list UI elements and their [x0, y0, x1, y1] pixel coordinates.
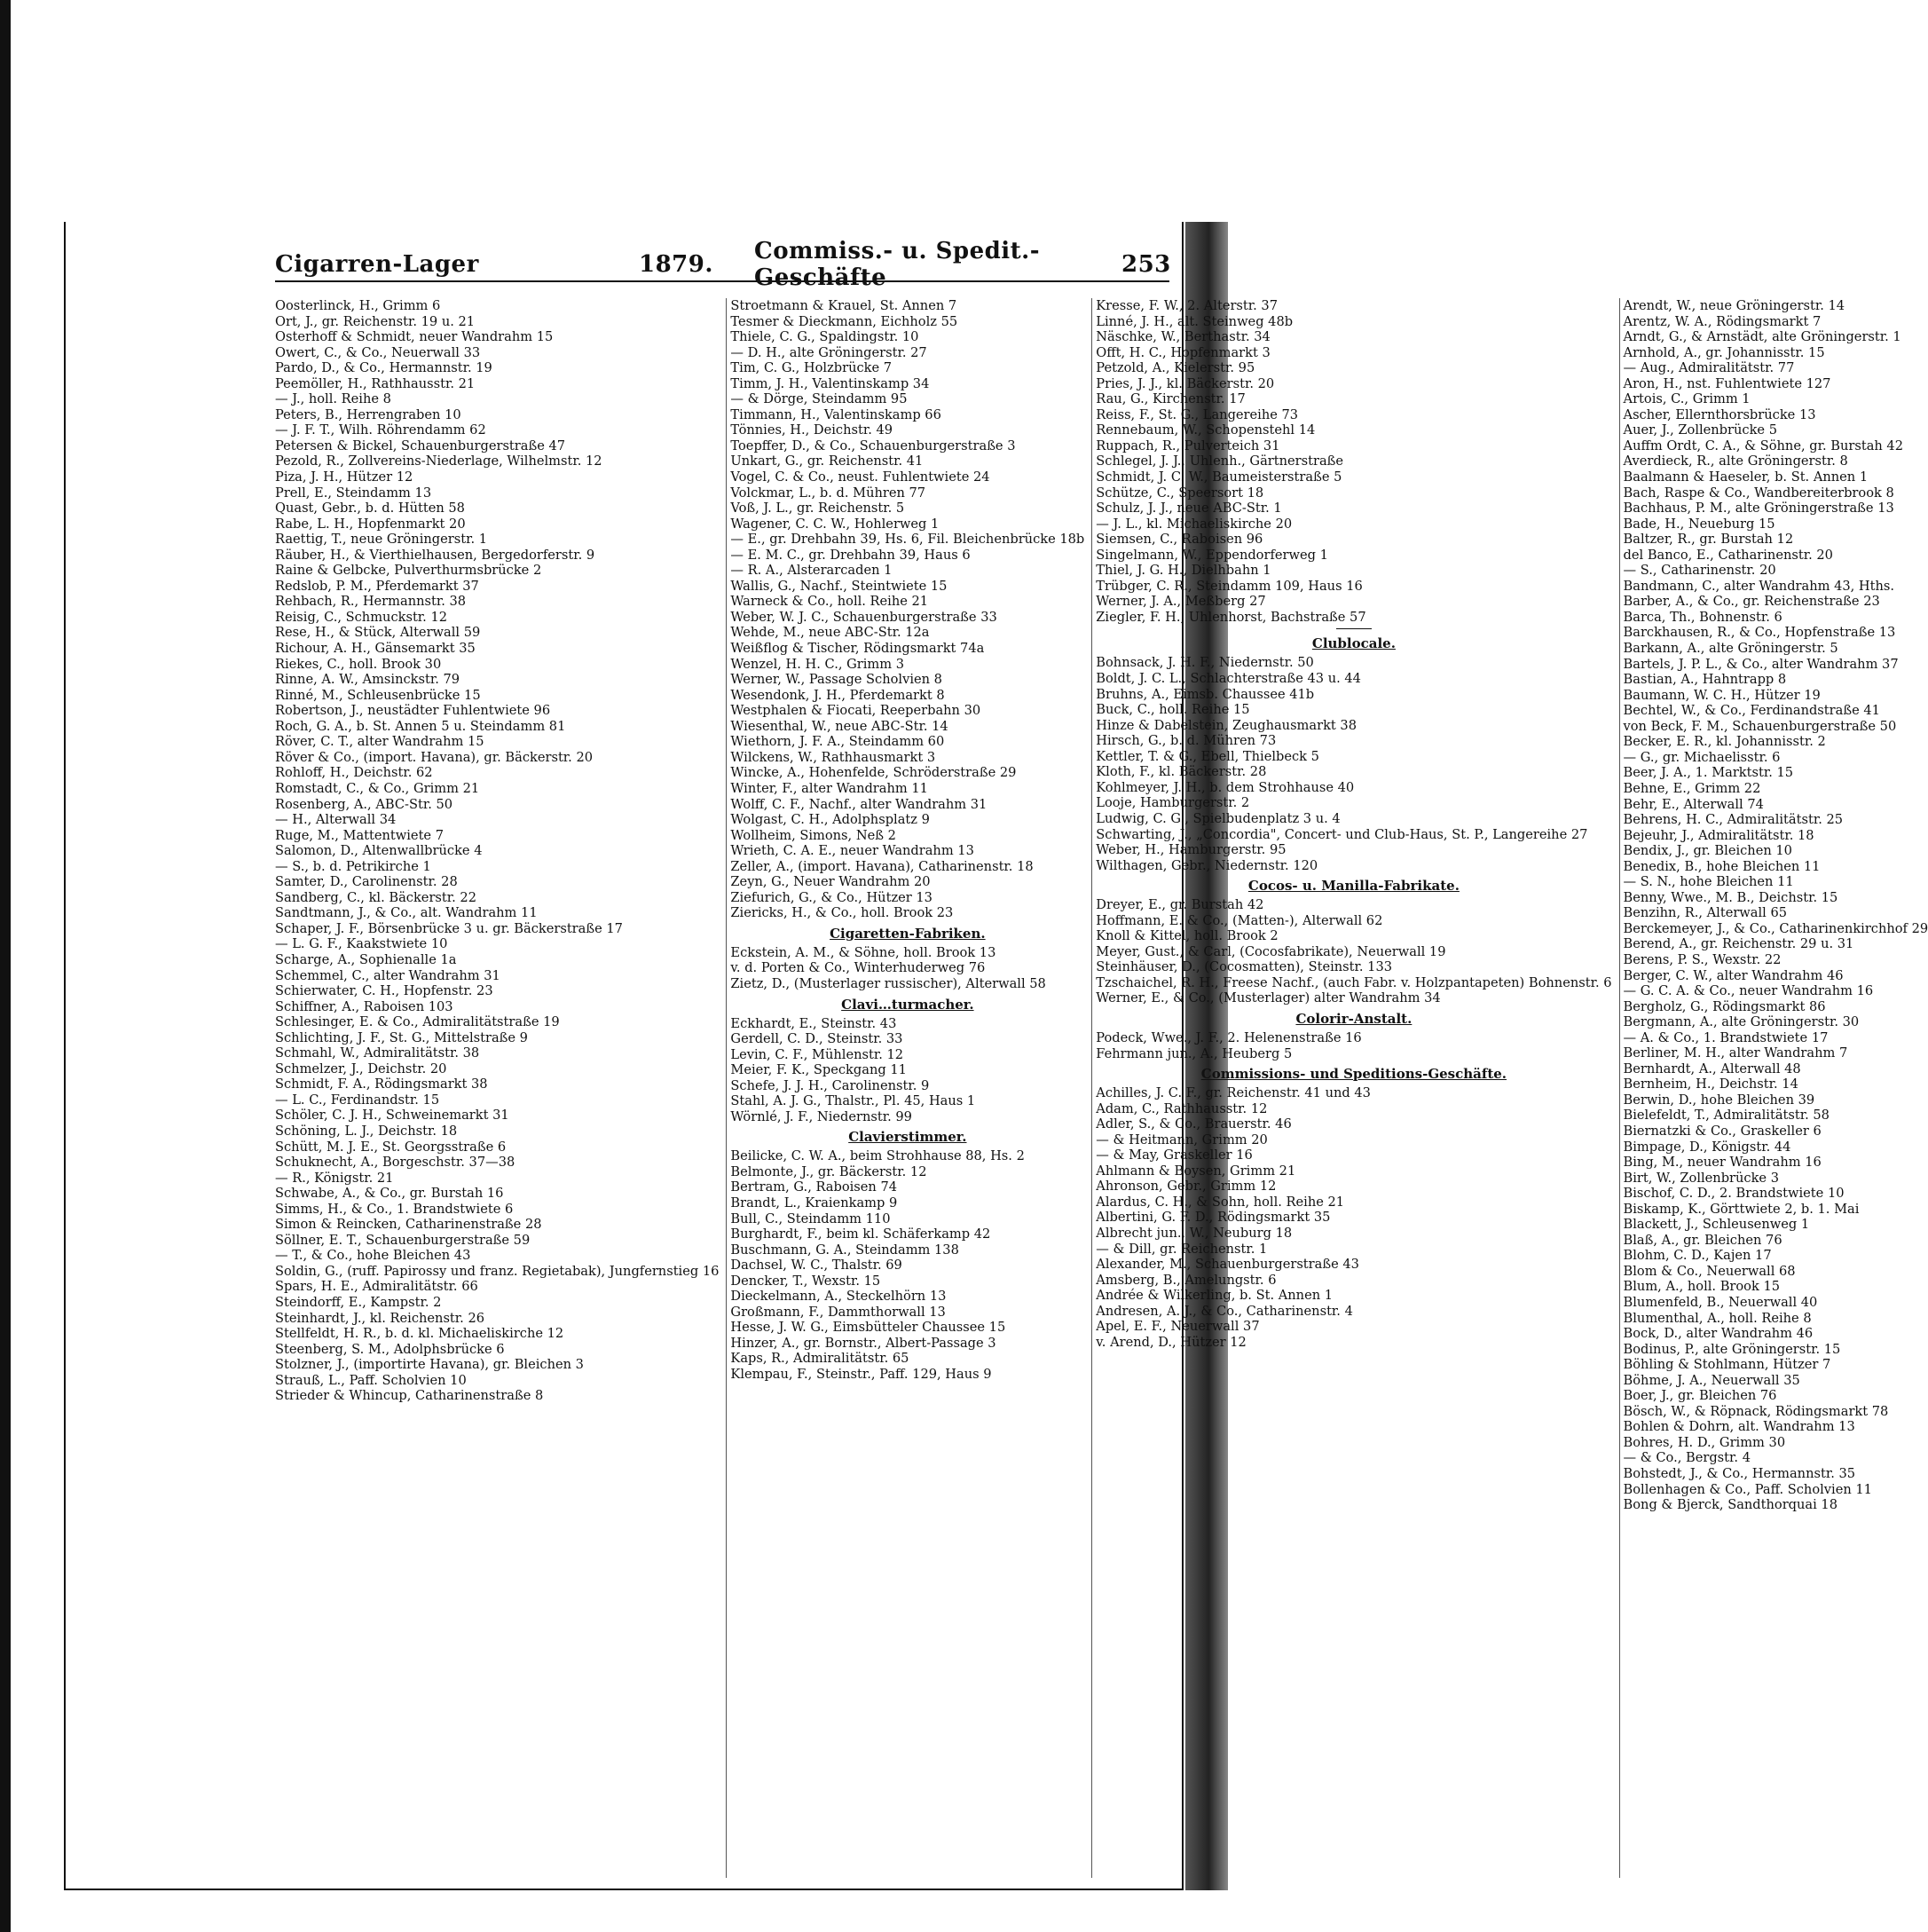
directory-entry: Steinhardt, J., kl. Reichenstr. 26 [275, 1310, 485, 1326]
directory-entry: Kettler, T. & G., Ebell, Thielbeck 5 [1096, 748, 1319, 764]
directory-entry: Raine & Gelbcke, Pulverthurmsbrücke 2 [275, 563, 542, 579]
directory-entry: Becker, E. R., kl. Johannisstr. 2 [1623, 734, 1826, 750]
directory-entry: — D. H., alte Gröningerstr. 27 [730, 344, 927, 360]
directory-entry: del Banco, E., Catharinenstr. 20 [1623, 547, 1833, 563]
directory-entry: — & May, Graskeller 16 [1096, 1147, 1253, 1163]
directory-entry: Meyer, Gust., & Carl, (Cocosfabrikate), Neuerwall 19 [1096, 943, 1446, 959]
directory-entry: Looje, Hamburgerstr. 2 [1096, 795, 1250, 811]
directory-entry: Eckstein, A. M., & Söhne, holl. Brook 13 [730, 944, 996, 960]
directory-entry: Benzihn, R., Alterwall 65 [1623, 905, 1788, 921]
directory-entry: — G., gr. Michaelisstr. 6 [1623, 749, 1781, 765]
directory-entry: Brandt, L., Kraienkamp 9 [730, 1195, 898, 1210]
directory-entry: Barkann, A., alte Gröningerstr. 5 [1623, 641, 1838, 657]
directory-entry: Klempau, F., Steinstr., Paff. 129, Haus 9 [730, 1367, 992, 1382]
directory-entry: — S., b. d. Petrikirche 1 [275, 858, 431, 874]
directory-entry: Näschke, W., Berthastr. 34 [1096, 329, 1271, 345]
header-left-title: Cigarren-Lager [275, 251, 479, 278]
directory-entry: v. Arend, D., Hützer 12 [1096, 1334, 1247, 1350]
directory-entry: Buck, C., holl. Reihe 15 [1096, 702, 1250, 718]
column-3 [1091, 298, 1611, 1878]
directory-entry: Schöler, C. J. H., Schweinemarkt 31 [275, 1108, 509, 1124]
section-heading: Clublocale. [1311, 635, 1396, 652]
directory-entry: Bohnsack, J. H. F., Niedernstr. 50 [1096, 655, 1314, 671]
directory-entry: Stroetmann & Krauel, St. Annen 7 [730, 298, 957, 313]
left-page-edge [0, 0, 11, 1932]
directory-entry: Arnhold, A., gr. Johannisstr. 15 [1623, 344, 1825, 360]
directory-entry: Schlichting, J. F., St. G., Mittelstraße 9 [275, 1029, 528, 1045]
directory-entry: Berwin, D., hohe Bleichen 39 [1623, 1092, 1815, 1108]
directory-entry: Warneck & Co., holl. Reihe 21 [730, 594, 929, 610]
directory-entry: von Beck, F. M., Schauenburgerstraße 50 [1623, 718, 1897, 734]
directory-entry: Steenberg, S. M., Adolphsbrücke 6 [275, 1341, 505, 1357]
directory-entry: Böhme, J. A., Neuerwall 35 [1623, 1372, 1800, 1388]
directory-entry: Wrieth, C. A. E., neuer Wandrahm 13 [730, 843, 974, 859]
directory-entry: Blohm, C. D., Kajen 17 [1623, 1248, 1772, 1264]
directory-entry: Rosenberg, A., ABC-Str. 50 [275, 796, 453, 812]
directory-entry: — & Heitmann, Grimm 20 [1096, 1132, 1268, 1147]
directory-entry: Steindorff, E., Kampstr. 2 [275, 1295, 442, 1310]
directory-entry: Bergholz, G., Rödingsmarkt 86 [1623, 998, 1826, 1014]
directory-entry: Achilles, J. C. F., gr. Reichenstr. 41 und 43 [1096, 1085, 1371, 1101]
directory-entry: Baltzer, R., gr. Burstah 12 [1623, 532, 1794, 548]
directory-entry: — R., Königstr. 21 [275, 1170, 394, 1186]
directory-entry: Petzold, A., Kielerstr. 95 [1096, 360, 1255, 376]
directory-entry: Rau, G., Kirchenstr. 17 [1096, 391, 1246, 407]
directory-entry: Fehrmann jun., A., Heuberg 5 [1096, 1045, 1293, 1061]
directory-entry: Toepffer, D., & Co., Schauenburgerstraße 3 [730, 438, 1016, 453]
directory-entry: — A. & Co., 1. Brandstwiete 17 [1623, 1029, 1829, 1045]
directory-entry: Bodinus, P., alte Gröningerstr. 15 [1623, 1341, 1841, 1357]
directory-entry: Vogel, C. & Co., neust. Fuhlentwiete 24 [730, 469, 990, 485]
directory-entry: Behne, E., Grimm 22 [1623, 780, 1761, 796]
directory-entry: Böhling & Stohlmann, Hützer 7 [1623, 1357, 1831, 1373]
directory-entry: Kaps, R., Admiralitätstr. 65 [730, 1351, 909, 1367]
directory-entry: Schlegel, J. J., Uhlenh., Gärtnerstraße [1096, 453, 1344, 469]
directory-entry: Weber, W. J. C., Schauenburgerstraße 33 [730, 609, 997, 625]
section-heading: Clavi…turmacher. [841, 996, 974, 1013]
directory-entry: Berliner, M. H., alter Wandrahm 7 [1623, 1045, 1848, 1061]
directory-entry: Tesmer & Dieckmann, Eichholz 55 [730, 313, 958, 329]
directory-entry: Sandberg, C., kl. Bäckerstr. 22 [275, 889, 476, 905]
directory-entry: Quast, Gebr., b. d. Hütten 58 [275, 501, 465, 517]
directory-entry: Rohloff, H., Deichstr. 62 [275, 765, 433, 781]
directory-entry: Osterhoff & Schmidt, neuer Wandrahm 15 [275, 329, 554, 345]
directory-entry: Bruhns, A., Eimsb. Chaussee 41b [1096, 686, 1315, 702]
directory-entry: Bastian, A., Hahntrapp 8 [1623, 672, 1787, 688]
directory-entry: Artois, C., Grimm 1 [1623, 391, 1751, 407]
directory-entry: Bernheim, H., Deichstr. 14 [1623, 1076, 1798, 1092]
directory-entry: Wagener, C. C. W., Hohlerweg 1 [730, 516, 940, 532]
directory-entry: Werner, E., & Co., (Musterlager) alter Wandrahm 34 [1096, 990, 1441, 1006]
directory-entry: Biskamp, K., Görttwiete 2, b. 1. Mai [1623, 1201, 1860, 1217]
directory-entry: Barckhausen, R., & Co., Hopfenstraße 13 [1623, 625, 1896, 641]
directory-entry: Beer, J. A., 1. Marktstr. 15 [1623, 765, 1794, 781]
directory-entry: Strieder & Whincup, Catharinenstraße 8 [275, 1388, 544, 1404]
directory-entry: Unkart, G., gr. Reichenstr. 41 [730, 453, 924, 469]
directory-entry: Blaß, A., gr. Bleichen 76 [1623, 1232, 1782, 1248]
section-heading: Clavierstimmer. [848, 1129, 967, 1146]
directory-entry: Amsberg, B., Amelungstr. 6 [1096, 1272, 1277, 1288]
page-number: 253 [1121, 251, 1171, 278]
directory-entry: Rinne, A. W., Amsinckstr. 79 [275, 672, 460, 688]
directory-entry: Albertini, G. F. D., Rödingsmarkt 35 [1096, 1210, 1331, 1226]
directory-entry: Owert, C., & Co., Neuerwall 33 [275, 344, 481, 360]
directory-entry: Spars, H. E., Admiralitätstr. 66 [275, 1279, 478, 1295]
directory-entry: Boer, J., gr. Bleichen 76 [1623, 1388, 1777, 1404]
directory-entry: Schmidt, J. C. W., Baumeisterstraße 5 [1096, 469, 1342, 485]
directory-entry: Berger, C. W., alter Wandrahm 46 [1623, 967, 1844, 983]
directory-entry: Burghardt, F., beim kl. Schäferkamp 42 [730, 1226, 991, 1242]
directory-entry: Kohlmeyer, J. H., b. dem Strohhause 40 [1096, 779, 1355, 795]
column-4 [1619, 298, 1928, 1878]
directory-entry: Siemsen, C., Raboisen 96 [1096, 532, 1263, 548]
directory-entry: Wilthagen, Gebr., Niedernstr. 120 [1096, 857, 1318, 873]
directory-entry: — S., Catharinenstr. 20 [1623, 563, 1776, 579]
directory-entry: Räuber, H., & Vierthielhausen, Bergedorferstr. 9 [275, 547, 595, 563]
directory-entry: Birt, W., Zollenbrücke 3 [1623, 1170, 1779, 1186]
directory-entry: Berens, P. S., Wexstr. 22 [1623, 951, 1782, 967]
directory-entry: Steinhäuser, D., (Cocosmatten), Steinstr. 133 [1096, 959, 1393, 975]
directory-entry: — & Co., Bergstr. 4 [1623, 1450, 1751, 1466]
column-2 [726, 298, 1084, 1878]
directory-entry: Schulz, J. J., neue ABC-Str. 1 [1096, 501, 1282, 517]
directory-entry: Söllner, E. T., Schauenburgerstraße 59 [275, 1232, 531, 1248]
directory-entry: Apel, E. F., Neuerwall 37 [1096, 1319, 1260, 1335]
directory-entry: Schefe, J. J. H., Carolinenstr. 9 [730, 1077, 930, 1093]
directory-entry: Belmonte, J., gr. Bäckerstr. 12 [730, 1163, 927, 1179]
directory-entry: Adler, S., & Co., Brauerstr. 46 [1096, 1116, 1292, 1132]
directory-entry: Schuknecht, A., Borgeschstr. 37—38 [275, 1155, 515, 1171]
directory-entry: Schwabe, A., & Co., gr. Burstah 16 [275, 1186, 504, 1202]
directory-entry: Rehbach, R., Hermannstr. 38 [275, 594, 467, 610]
directory-entry: Kloth, F., kl. Bäckerstr. 28 [1096, 764, 1267, 780]
directory-entry: Pries, J. J., kl. Bäckerstr. 20 [1096, 375, 1275, 391]
directory-entry: Schaper, J. F., Börsenbrücke 3 u. gr. Bäckerstraße 17 [275, 920, 623, 936]
directory-entry: Zeyn, G., Neuer Wandrahm 20 [730, 874, 931, 890]
directory-entry: Bohres, H. D., Grimm 30 [1623, 1434, 1786, 1450]
directory-entry: Schierwater, C. H., Hopfenstr. 23 [275, 983, 493, 999]
directory-entry: Hoffmann, E. & Co., (Matten-), Alterwall 62 [1096, 912, 1383, 928]
directory-entry: Bong & Bjerck, Sandthorquai 18 [1623, 1497, 1838, 1513]
directory-entry: Andresen, A. J., & Co., Catharinenstr. 4 [1096, 1303, 1353, 1319]
directory-entry: — E. M. C., gr. Drehbahn 39, Haus 6 [730, 547, 971, 563]
directory-entry: Schiffner, A., Raboisen 103 [275, 998, 453, 1014]
directory-entry: Kresse, F. W., 2. Alterstr. 37 [1096, 298, 1279, 313]
directory-entry: Werner, J. A., Meßberg 27 [1096, 594, 1266, 610]
directory-entry: Strauß, L., Paff. Scholvien 10 [275, 1372, 467, 1388]
directory-entry: — H., Alterwall 34 [275, 812, 397, 828]
directory-entry: Stolzner, J., (importirte Havana), gr. Bleichen 3 [275, 1357, 584, 1373]
directory-entry: Simon & Reincken, Catharinenstraße 28 [275, 1217, 542, 1233]
directory-entry: Westphalen & Fiocati, Reeperbahn 30 [730, 703, 981, 719]
directory-entry: Hinzer, A., gr. Bornstr., Albert-Passage 3 [730, 1335, 996, 1351]
directory-entry: — E., gr. Drehbahn 39, Hs. 6, Fil. Bleichenbrücke 18b [730, 532, 1085, 548]
directory-entry: Singelmann, W., Eppendorferweg 1 [1096, 547, 1328, 563]
directory-entry: Bock, D., alter Wandrahm 46 [1623, 1326, 1814, 1342]
directory-entry: Alardus, C. H., & Sohn, holl. Reihe 21 [1096, 1194, 1345, 1210]
directory-entry: Albrecht jun., W., Neuburg 18 [1096, 1225, 1293, 1241]
directory-entry: Simms, H., & Co., 1. Brandstwiete 6 [275, 1201, 514, 1217]
directory-entry: Bergmann, A., alte Gröningerstr. 30 [1623, 1014, 1860, 1030]
directory-entry: Ziegler, F. H., Uhlenhorst, Bachstraße 57 [1096, 609, 1366, 625]
directory-entry: Ort, J., gr. Reichenstr. 19 u. 21 [275, 313, 476, 329]
directory-entry: Averdieck, R., alte Gröningerstr. 8 [1623, 453, 1848, 469]
directory-entry: Wiethorn, J. F. A., Steindamm 60 [730, 734, 945, 750]
directory-entry: Adam, C., Rathhausstr. 12 [1096, 1100, 1268, 1116]
directory-entry: Wilckens, W., Rathhausmarkt 3 [730, 749, 936, 765]
directory-entry: Roch, G. A., b. St. Annen 5 u. Steindamm 81 [275, 718, 566, 734]
directory-entry: — R. A., Alsterarcaden 1 [730, 563, 893, 579]
directory-entry: Winter, F., alter Wandrahm 11 [730, 780, 928, 796]
directory-entry: — J., holl. Reihe 8 [275, 391, 391, 407]
directory-entry: — L. C., Ferdinandstr. 15 [275, 1092, 440, 1108]
directory-entry: Reiss, F., St. G., Langereihe 73 [1096, 406, 1299, 422]
directory-entry: Pardo, D., & Co., Hermannstr. 19 [275, 360, 492, 376]
directory-entry: Bach, Raspe & Co., Wandbereiterbrook 8 [1623, 485, 1894, 501]
directory-entry: Timm, J. H., Valentinskamp 34 [730, 375, 930, 391]
directory-entry: Wesendonk, J. H., Pferdemarkt 8 [730, 687, 945, 703]
directory-entry: Blumenfeld, B., Neuerwall 40 [1623, 1295, 1818, 1310]
directory-entry: Bachhaus, P. M., alte Gröningerstraße 13 [1623, 501, 1894, 517]
directory-entry: — L. G. F., Kaakstwiete 10 [275, 936, 448, 952]
directory-columns [275, 298, 1928, 1878]
directory-entry: Benny, Wwe., M. B., Deichstr. 15 [1623, 889, 1838, 905]
directory-entry: Scharge, A., Sophienalle 1a [275, 951, 457, 967]
directory-entry: Zietz, D., (Musterlager russischer), Alterwall 58 [730, 975, 1046, 991]
directory-entry: Dreyer, E., gr. Burstah 42 [1096, 897, 1264, 913]
directory-entry: Bohstedt, J., & Co., Hermannstr. 35 [1623, 1466, 1856, 1482]
directory-entry: Beilicke, C. W. A., beim Strohhause 88, Hs. 2 [730, 1148, 1025, 1164]
directory-entry: Gerdell, C. D., Steinstr. 33 [730, 1031, 903, 1047]
directory-entry: Barber, A., & Co., gr. Reichenstraße 23 [1623, 594, 1880, 610]
directory-entry: Bösch, W., & Röpnack, Rödingsmarkt 78 [1623, 1403, 1889, 1419]
directory-entry: Rennebaum, W., Schopenstehl 14 [1096, 422, 1316, 438]
directory-entry: — G. C. A. & Co., neuer Wandrahm 16 [1623, 983, 1874, 999]
directory-entry: Hirsch, G., b. d. Mühren 73 [1096, 733, 1277, 749]
directory-entry: Bechtel, W., & Co., Ferdinandstraße 41 [1623, 703, 1880, 719]
directory-entry: — & Dörge, Steindamm 95 [730, 391, 908, 407]
directory-entry: Hesse, J. W. G., Eimsbütteler Chaussee 15 [730, 1320, 1006, 1336]
directory-entry: Biernatzki & Co., Graskeller 6 [1623, 1123, 1822, 1139]
directory-page [64, 222, 1928, 1890]
directory-entry: Voß, J. L., gr. Reichenstr. 5 [730, 501, 905, 517]
directory-entry: Wehde, M., neue ABC-Str. 12a [730, 625, 930, 641]
directory-entry: Rinné, M., Schleusenbrücke 15 [275, 687, 481, 703]
directory-entry: Bull, C., Steindamm 110 [730, 1210, 891, 1226]
directory-entry: Dachsel, W. C., Thalstr. 69 [730, 1258, 902, 1274]
directory-entry: Samter, D., Carolinenstr. 28 [275, 874, 458, 890]
directory-entry: Röver & Co., (import. Havana), gr. Bäckerstr. 20 [275, 749, 594, 765]
directory-entry: Tönnies, H., Deichstr. 49 [730, 422, 893, 438]
directory-entry: Berend, A., gr. Reichenstr. 29 u. 31 [1623, 936, 1854, 952]
directory-entry: — S. N., hohe Bleichen 11 [1623, 874, 1794, 890]
directory-entry: Thiele, C. G., Spaldingstr. 10 [730, 329, 919, 345]
directory-entry: Schmidt, F. A., Rödingsmarkt 38 [275, 1076, 488, 1092]
directory-entry: Blom & Co., Neuerwall 68 [1623, 1263, 1796, 1279]
directory-entry: Wallis, G., Nachf., Steintwiete 15 [730, 578, 948, 594]
directory-entry: Schmelzer, J., Deichstr. 20 [275, 1061, 447, 1076]
directory-entry: Bimpage, D., Königstr. 44 [1623, 1139, 1791, 1155]
section-divider [1336, 628, 1372, 629]
directory-entry: Schmahl, W., Admiralitätstr. 38 [275, 1045, 480, 1061]
directory-entry: Ahronson, Gebr., Grimm 12 [1096, 1179, 1277, 1195]
directory-entry: Schütze, C., Speersort 18 [1096, 485, 1264, 501]
directory-entry: Ascher, Ellernthorsbrücke 13 [1623, 406, 1816, 422]
directory-entry: Schöning, L. J., Deichstr. 18 [275, 1123, 458, 1139]
directory-entry: Ahlmann & Boysen, Grimm 21 [1096, 1163, 1296, 1179]
directory-entry: Bielefeldt, T., Admiralitätstr. 58 [1623, 1108, 1830, 1124]
directory-entry: Zeller, A., (import. Havana), Catharinenstr. 18 [730, 858, 1034, 874]
directory-entry: Wolff, C. F., Nachf., alter Wandrahm 31 [730, 796, 988, 812]
directory-entry: Barca, Th., Bohnenstr. 6 [1623, 609, 1782, 625]
directory-entry: Linné, J. H., alt. Steinweg 48b [1096, 313, 1294, 329]
directory-entry: Bartels, J. P. L., & Co., alter Wandrahm 37 [1623, 656, 1899, 672]
directory-entry: Peters, B., Herrengraben 10 [275, 406, 461, 422]
directory-entry: Rese, H., & Stück, Alterwall 59 [275, 625, 481, 641]
directory-entry: Oosterlinck, H., Grimm 6 [275, 298, 441, 313]
directory-entry: Thiel, J. G. H., Dielhbahn 1 [1096, 563, 1271, 579]
directory-entry: Soldin, G., (ruff. Papirossy und franz. Regietabak), Jungfernstieg 16 [275, 1263, 720, 1279]
directory-entry: Wenzel, H. H. C., Grimm 3 [730, 656, 905, 672]
directory-entry: Bandmann, C., alter Wandrahm 43, Hths. [1623, 578, 1895, 594]
directory-entry: Schlesinger, E. & Co., Admiralitätstraße 19 [275, 1014, 560, 1030]
directory-entry: Werner, W., Passage Scholvien 8 [730, 672, 942, 688]
directory-entry: Blum, A., holl. Brook 15 [1623, 1279, 1781, 1295]
directory-entry: Bing, M., neuer Wandrahm 16 [1623, 1155, 1822, 1171]
directory-entry: Raettig, T., neue Gröningerstr. 1 [275, 532, 488, 548]
directory-entry: Rabe, L. H., Hopfenmarkt 20 [275, 516, 466, 532]
directory-entry: — Aug., Admiralitätstr. 77 [1623, 360, 1795, 376]
directory-entry: Aron, H., nst. Fuhlentwiete 127 [1623, 375, 1831, 391]
directory-entry: Ludwig, C. G., Spielbudenplatz 3 u. 4 [1096, 810, 1341, 826]
directory-entry: Peemöller, H., Rathhausstr. 21 [275, 375, 476, 391]
directory-entry: Bohlen & Dohrn, alt. Wandrahm 13 [1623, 1419, 1855, 1435]
directory-entry: Hinze & Dabelstein, Zeughausmarkt 38 [1096, 717, 1357, 733]
directory-entry: Arndt, G., & Arnstädt, alte Gröningerstr. 1 [1623, 329, 1901, 345]
directory-entry: Richour, A. H., Gänsemarkt 35 [275, 641, 476, 657]
section-heading: Colorir-Anstalt. [1295, 1010, 1413, 1027]
directory-entry: Ziefurich, G., & Co., Hützer 13 [730, 889, 933, 905]
directory-entry: Podeck, Wwe., J. F., 2. Helenenstraße 16 [1096, 1029, 1362, 1045]
directory-entry: Großmann, F., Dammthorwall 13 [730, 1304, 946, 1320]
directory-entry: Arentz, W. A., Rödingsmarkt 7 [1623, 313, 1822, 329]
directory-entry: Behr, E., Alterwall 74 [1623, 796, 1764, 812]
directory-entry: Bernhardt, A., Alterwall 48 [1623, 1061, 1801, 1076]
directory-entry: v. d. Porten & Co., Winterhuderweg 76 [730, 960, 986, 976]
directory-entry: Weißflog & Tischer, Rödingsmarkt 74a [730, 641, 985, 657]
directory-entry: Schütt, M. J. E., St. Georgsstraße 6 [275, 1139, 507, 1155]
directory-entry: Röver, C. T., alter Wandrahm 15 [275, 734, 484, 750]
directory-entry: Offt, H. C., Hopfenmarkt 3 [1096, 344, 1271, 360]
directory-entry: — J. L., kl. Michaeliskirche 20 [1096, 516, 1293, 532]
directory-entry: Salomon, D., Altenwallbrücke 4 [275, 843, 483, 859]
directory-entry: Buschmann, G. A., Steindamm 138 [730, 1242, 959, 1258]
column-1 [275, 298, 719, 1878]
directory-entry: Tim, C. G., Holzbrücke 7 [730, 360, 893, 376]
directory-entry: Robertson, J., neustädter Fuhlentwiete 96 [275, 703, 551, 719]
directory-entry: Auer, J., Zollenbrücke 5 [1623, 422, 1777, 438]
directory-entry: Piza, J. H., Hützer 12 [275, 469, 413, 485]
directory-entry: Baalmann & Haeseler, b. St. Annen 1 [1623, 469, 1869, 485]
directory-entry: Ruppach, R., Pulverteich 31 [1096, 438, 1280, 453]
directory-entry: Dieckelmann, A., Steckelhörn 13 [730, 1289, 947, 1305]
directory-entry: Behrens, H. C., Admiralitätstr. 25 [1623, 812, 1844, 828]
directory-entry: Eckhardt, E., Steinstr. 43 [730, 1015, 897, 1031]
directory-entry: Ruge, M., Mattentwiete 7 [275, 827, 444, 843]
directory-entry: Sandtmann, J., & Co., alt. Wandrahm 11 [275, 905, 538, 921]
directory-entry: Auffm Ordt, C. A., & Söhne, gr. Burstah 42 [1623, 438, 1903, 453]
directory-entry: Meier, F. K., Speckgang 11 [730, 1062, 907, 1078]
directory-entry: Reisig, C., Schmuckstr. 12 [275, 609, 448, 625]
running-header [275, 238, 1171, 291]
directory-entry: Arendt, W., neue Gröningerstr. 14 [1623, 298, 1845, 313]
directory-entry: — & Dill, gr. Reichenstr. 1 [1096, 1241, 1268, 1257]
directory-entry: Wörnlé, J. F., Niedernstr. 99 [730, 1108, 912, 1124]
directory-entry: Stellfeldt, H. R., b. d. kl. Michaeliskirche 12 [275, 1326, 564, 1342]
directory-entry: Ziericks, H., & Co., holl. Brook 23 [730, 905, 954, 921]
directory-entry: Tzschaichel, R. H., Freese Nachf., (auch Fabr. v. Holzpantapeten) Bohnenstr. 6 [1096, 974, 1612, 990]
directory-entry: Prell, E., Steindamm 13 [275, 485, 432, 501]
directory-entry: Bischof, C. D., 2. Brandstwiete 10 [1623, 1186, 1845, 1202]
directory-entry: Schemmel, C., alter Wandrahm 31 [275, 967, 500, 983]
directory-entry: — T., & Co., hohe Bleichen 43 [275, 1248, 471, 1264]
directory-entry: Volckmar, L., b. d. Mühren 77 [730, 485, 926, 501]
directory-entry: Berckemeyer, J., & Co., Catharinenkirchhof 29 [1623, 920, 1928, 936]
directory-entry: Benedix, B., hohe Bleichen 11 [1623, 858, 1821, 874]
directory-entry: Trübger, C. R., Steindamm 109, Haus 16 [1096, 578, 1363, 594]
directory-entry: Andrée & Wilkerling, b. St. Annen 1 [1096, 1288, 1334, 1304]
header-year: 1879. [639, 251, 713, 278]
directory-entry: Dencker, T., Wexstr. 15 [730, 1273, 881, 1289]
directory-entry: Schwarting, J., „Concordia", Concert- und Club-Haus, St. P., Langereihe 27 [1096, 826, 1588, 842]
directory-entry: Riekes, C., holl. Brook 30 [275, 656, 442, 672]
header-right-title: Commiss.- u. Spedit.-Geschäfte [754, 238, 1041, 291]
directory-entry: Boldt, J. C. L., Schlachterstraße 43 u. 44 [1096, 671, 1361, 687]
directory-entry: Alexander, M., Schauenburgerstraße 43 [1096, 1257, 1359, 1273]
directory-entry: Blumenthal, A., holl. Reihe 8 [1623, 1310, 1812, 1326]
directory-entry: Wolgast, C. H., Adolphsplatz 9 [730, 812, 930, 828]
directory-entry: Bejeuhr, J., Admiralitätstr. 18 [1623, 827, 1814, 843]
directory-entry: Bertram, G., Raboisen 74 [730, 1179, 898, 1195]
directory-entry: — J. F. T., Wilh. Röhrendamm 62 [275, 422, 486, 438]
directory-entry: Timmann, H., Valentinskamp 66 [730, 406, 941, 422]
directory-entry: Bendix, J., gr. Bleichen 10 [1623, 843, 1792, 859]
directory-entry: Bollenhagen & Co., Paff. Scholvien 11 [1623, 1481, 1872, 1497]
directory-entry: Wollheim, Simons, Neß 2 [730, 827, 896, 843]
directory-entry: Redslob, P. M., Pferdemarkt 37 [275, 578, 479, 594]
section-heading: Cocos- u. Manilla-Fabrikate. [1247, 878, 1460, 895]
directory-entry: Levin, C. F., Mühlenstr. 12 [730, 1046, 904, 1062]
section-heading: Commissions- und Speditions-Geschäfte. [1200, 1066, 1507, 1083]
directory-entry: Stahl, A. J. G., Thalstr., Pl. 45, Haus 1 [730, 1093, 976, 1109]
directory-entry: Bade, H., Neueburg 15 [1623, 516, 1775, 532]
directory-entry: Pezold, R., Zollvereins-Niederlage, Wilhelmstr. 12 [275, 453, 602, 469]
directory-entry: Wiesenthal, W., neue ABC-Str. 14 [730, 718, 948, 734]
directory-entry: Knoll & Kittel, holl. Brook 2 [1096, 928, 1279, 944]
directory-entry: Blackett, J., Schleusenweg 1 [1623, 1217, 1810, 1233]
directory-entry: Wincke, A., Hohenfelde, Schröderstraße 29 [730, 765, 1017, 781]
directory-entry: Baumann, W. C. H., Hützer 19 [1623, 687, 1821, 703]
directory-entry: Weber, H., Hamburgerstr. 95 [1096, 842, 1287, 858]
directory-entry: Petersen & Bickel, Schauenburgerstraße 47 [275, 438, 566, 453]
directory-entry: Romstadt, C., & Co., Grimm 21 [275, 780, 480, 796]
section-heading: Cigaretten-Fabriken. [830, 925, 986, 942]
